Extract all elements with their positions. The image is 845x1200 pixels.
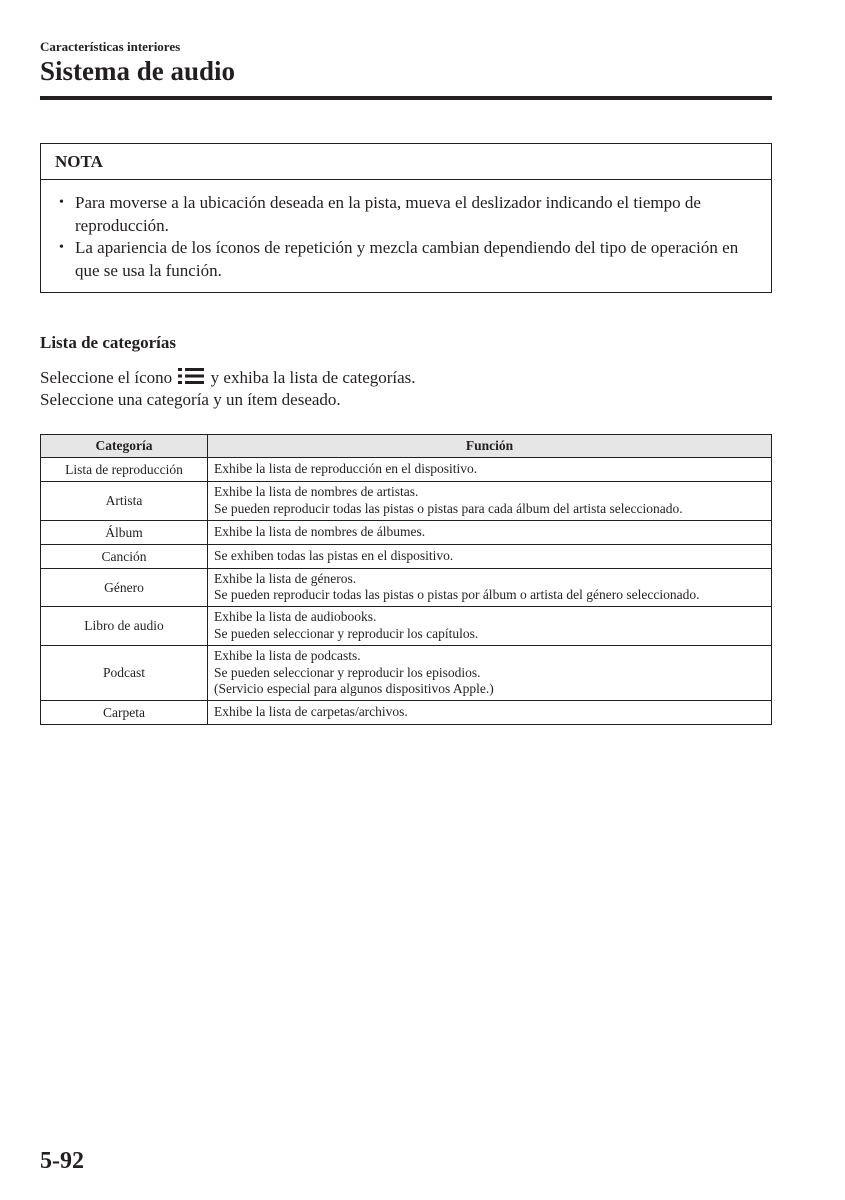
- function-cell: [208, 544, 772, 568]
- note-heading: NOTA: [41, 144, 771, 180]
- note-item-text: La apariencia de los íconos de repetición y mezcla cambian dependiendo del tipo de operación en que se usa la función.: [75, 238, 739, 280]
- title-rule: [40, 96, 772, 100]
- list-icon: [178, 367, 204, 385]
- function-line: Exhibe la lista de nombres de álbumes.: [214, 523, 426, 539]
- function-line: Exhibe la lista de audiobooks.: [214, 609, 377, 625]
- note-item-text: Para moverse a la ubicación deseada en la pista, mueva el deslizador indicando el tiempo de reproducción.: [75, 193, 701, 235]
- bullet-icon: •: [59, 240, 64, 255]
- table-header-row: [41, 435, 772, 458]
- category-list-instructions: [40, 367, 740, 411]
- function-line: Exhibe la lista de reproducción en el dispositivo.: [214, 461, 478, 477]
- instruction-line-2: Seleccione una categoría y un ítem deseado.: [40, 390, 341, 409]
- function-line: Exhibe la lista de nombres de artistas.: [214, 484, 419, 499]
- section-label: Características interiores: [40, 39, 181, 54]
- category-cell: Álbum: [41, 520, 208, 544]
- function-line: Exhibe la lista de carpetas/archivos.: [214, 704, 408, 720]
- note-item: [59, 237, 751, 282]
- function-line: Se exhiben todas las pistas en el dispositivo.: [214, 547, 454, 563]
- header-category: Categoría: [41, 435, 208, 458]
- category-cell: Género: [41, 568, 208, 607]
- function-cell: [208, 458, 772, 482]
- table-row: [41, 482, 772, 521]
- category-cell: Podcast: [41, 645, 208, 700]
- category-cell: Libro de audio: [41, 607, 208, 646]
- table-body: [41, 458, 772, 725]
- table-row: [41, 607, 772, 646]
- function-line: Se pueden seleccionar y reproducir los capítulos.: [214, 625, 479, 641]
- function-line: Exhibe la lista de podcasts.: [214, 647, 361, 663]
- page-title: Sistema de audio: [40, 56, 236, 86]
- function-cell: [208, 701, 772, 725]
- function-cell: [208, 520, 772, 544]
- note-item: [59, 192, 751, 237]
- bullet-icon: •: [59, 195, 64, 210]
- note-box: [40, 143, 772, 293]
- category-cell: Carpeta: [41, 701, 208, 725]
- function-line: (Servicio especial para algunos dispositivos Apple.): [214, 681, 494, 697]
- category-cell: Canción: [41, 544, 208, 568]
- function-line: Se pueden seleccionar y reproducir los episodios.: [214, 664, 481, 680]
- table-row: [41, 701, 772, 725]
- function-line: Se pueden reproducir todas las pistas o pistas por álbum o artista del género seleccionado.: [214, 587, 700, 603]
- instruction-text-before-icon: Seleccione el ícono: [40, 368, 173, 387]
- category-cell: Lista de reproducción: [41, 458, 208, 482]
- header-function: Función: [208, 435, 772, 458]
- note-list: [41, 192, 771, 282]
- instruction-line-1: [40, 367, 740, 389]
- function-cell: [208, 568, 772, 607]
- instruction-text-after-icon: y exhiba la lista de categorías.: [210, 368, 416, 387]
- function-cell: [208, 645, 772, 700]
- function-line: Exhibe la lista de géneros.: [214, 570, 357, 586]
- page-number: 5-92: [40, 1148, 84, 1174]
- function-cell: [208, 607, 772, 646]
- table-row: [41, 645, 772, 700]
- table-row: [41, 544, 772, 568]
- table-row: [41, 568, 772, 607]
- category-table: [40, 434, 772, 725]
- table-row: [41, 458, 772, 482]
- table-row: [41, 520, 772, 544]
- category-cell: Artista: [41, 482, 208, 521]
- category-list-heading: Lista de categorías: [40, 333, 176, 352]
- function-line: Se pueden reproducir todas las pistas o pistas para cada álbum del artista seleccionado.: [214, 500, 683, 516]
- function-cell: [208, 482, 772, 521]
